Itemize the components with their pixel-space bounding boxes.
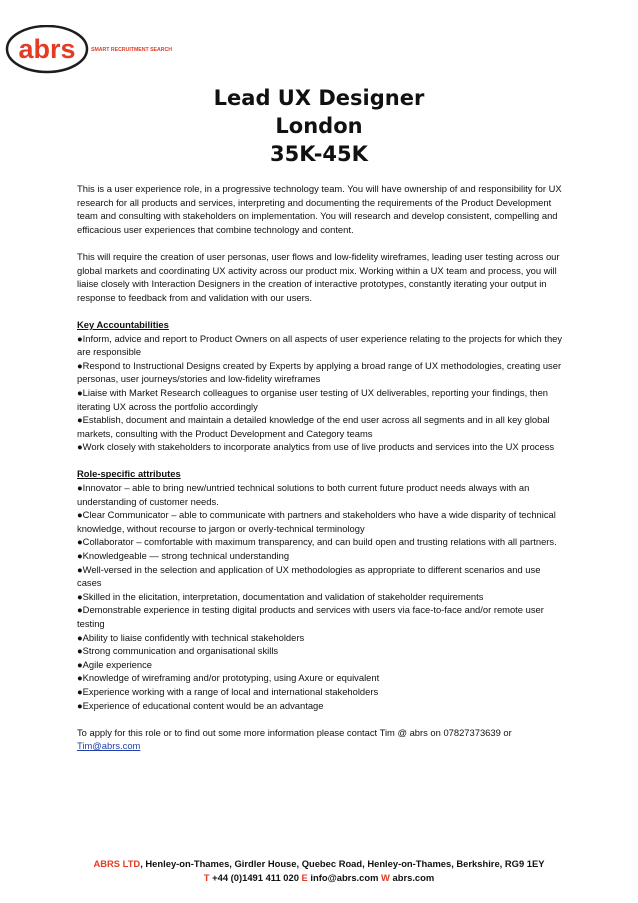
intro-paragraph-1: This is a user experience role, in a progressive technology team. You will have ownership of and responsibility for UX research for all products and services, interpreting and documenting the requirements of the Product Development team and consulting with stakeholders on implementation. You will research and develop consistent, compelling and efficacious user experiences that combine technology and content. — [77, 183, 562, 235]
footer-web-label: W — [381, 872, 390, 883]
list-item: ● Inform, advice and report to Product Owners on all aspects of user experience relating to the projects for which they are responsible — [77, 332, 567, 359]
list-item: ● Work closely with stakeholders to incorporate analytics from use of live products and services into the UX process — [77, 440, 567, 454]
list-item: ● Experience working with a range of local and international stakeholders — [77, 685, 567, 699]
list-item: ● Clear Communicator – able to communicate with partners and stakeholders who have a wide disparity of technical knowledge, without recourse to jargon or overly-technical terminology — [77, 508, 567, 535]
footer-address: , Henley-on-Thames, Girdler House, Quebec Road, Henley-on-Thames, Berkshire, RG9 1EY — [140, 858, 545, 869]
list-item: ● Knowledgeable — strong technical understanding — [77, 549, 567, 563]
accountabilities-list — [77, 332, 567, 454]
footer-email[interactable]: info@abrs.com — [310, 872, 379, 883]
apply-paragraph — [77, 726, 567, 753]
job-salary: 35K-45K — [270, 142, 368, 166]
list-item: ● Collaborator – comfortable with maximum transparency, and can build open and trusting relations with all partners. — [77, 535, 567, 549]
contact-email-link[interactable]: Tim@abrs.com — [77, 740, 141, 752]
list-item: ● Experience of educational content would be an advantage — [77, 699, 567, 713]
list-item: ● Liaise with Market Research colleagues to organise user testing of UX deliverables, reporting your findings, then iterating UX across the portfolio accordingly — [77, 386, 567, 413]
footer-email-label: E — [301, 872, 308, 883]
job-title: Lead UX Designer — [213, 86, 425, 110]
job-header — [0, 84, 638, 168]
list-item: ● Agile experience — [77, 658, 567, 672]
footer-address-line — [0, 857, 638, 871]
job-description — [77, 182, 567, 753]
list-item: ● Innovator – able to bring new/untried technical solutions to both current future product needs always with an understanding of customer needs. — [77, 481, 567, 508]
footer — [0, 857, 638, 885]
footer-phone: +44 (0)1491 411 020 — [212, 872, 299, 883]
attributes-list — [77, 481, 567, 712]
footer-contact-line — [0, 871, 638, 885]
abrs-logo — [5, 25, 205, 75]
apply-text: To apply for this role or to find out some more information please contact Tim @ abrs on 07827373639 or — [77, 726, 512, 738]
list-item: ● Strong communication and organisational skills — [77, 644, 567, 658]
logo-tagline: SMART RECRUITMENT SEARCH — [91, 47, 172, 53]
footer-phone-label: T — [203, 872, 210, 883]
list-item: ● Well-versed in the selection and application of UX methodologies as appropriate to different scenarios and use cases — [77, 563, 567, 590]
list-item: ● Knowledge of wireframing and/or prototyping, using Axure or equivalent — [77, 671, 567, 685]
list-item: ● Ability to liaise confidently with technical stakeholders — [77, 631, 567, 645]
accountabilities-heading: Key Accountabilities — [77, 318, 169, 330]
logo-brand: abrs — [18, 34, 76, 64]
list-item: ● Skilled in the elicitation, interpretation, documentation and validation of stakeholder requirements — [77, 590, 567, 604]
attributes-heading: Role-specific attributes — [77, 468, 181, 480]
list-item: ● Establish, document and maintain a detailed knowledge of the end user across all segments and in all key global markets, consulting with the Product Development and Category teams — [77, 413, 567, 440]
intro-paragraph-2: This will require the creation of user personas, user flows and low-fidelity wireframes, leading user testing across our global markets and coordinating UX activity across our product mix. Working within a UX team and process, you will liaise closely with Interaction Designers in the creation of interactive prototypes, constantly iterating your output in response to feedback from and validation with our users. — [77, 250, 560, 303]
footer-company: ABRS LTD — [93, 858, 141, 869]
footer-web[interactable]: abrs.com — [392, 872, 435, 883]
job-location: London — [275, 114, 363, 138]
list-item: ● Demonstrable experience in testing digital products and services with users via face-to-face and/or remote user testing — [77, 603, 567, 630]
list-item: ● Respond to Instructional Designs created by Experts by applying a broad range of UX methodologies, creating user personas, user journeys/stories and low-fidelity wireframes — [77, 359, 567, 386]
